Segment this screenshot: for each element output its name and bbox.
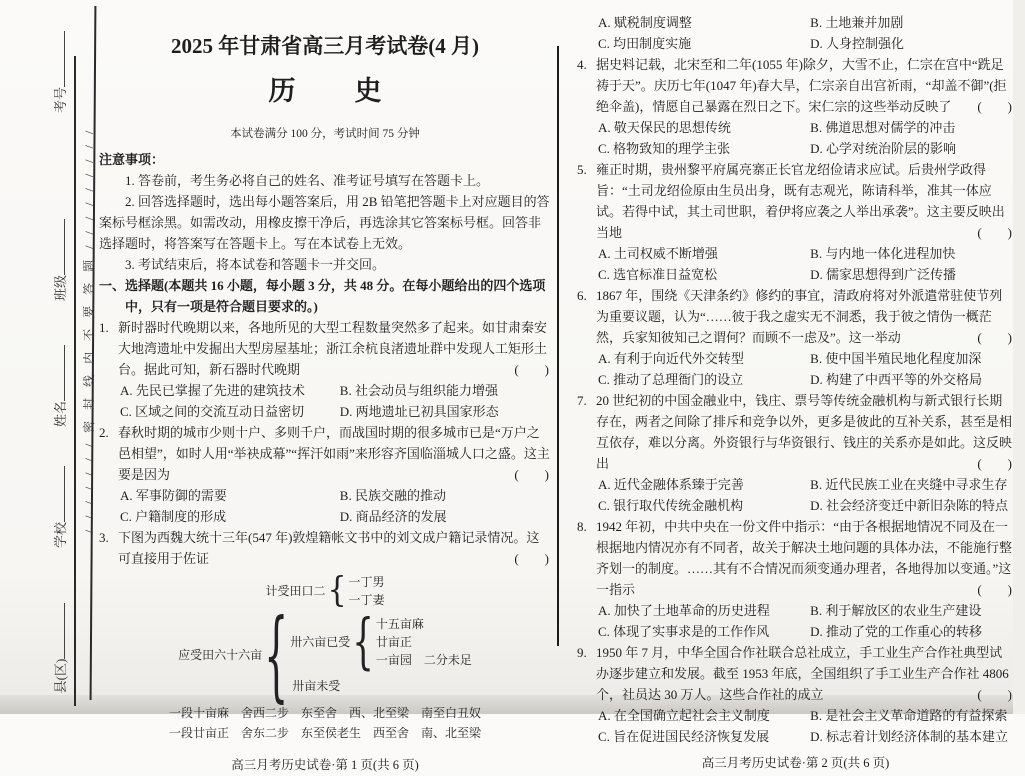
field-school-label: 学校	[53, 522, 68, 549]
question-7	[577, 390, 1014, 516]
option-2-C: C. 户籍制度的形成	[120, 509, 227, 524]
field-exam-number	[50, 0, 70, 147]
field-exam-number-line	[51, 31, 65, 87]
question-6-number: 6.	[577, 288, 587, 303]
question-7-number: 7.	[577, 393, 587, 408]
question-7-stem-text: 20 世纪初的中国金融业中，钱庄、票号等传统金融机构与新式银行长期存在，两者之间除了排斥和竞争以外，更多是彼此的互补关系，甚至是相互依存，难以分离。外资银行与华资银行、钱庄的关系亦是如此。这反映出	[596, 393, 1013, 471]
question-9-stem-text: 1950 年 7 月，中华全国合作社联合总社成立，手工业生产合作社典型试办逐步建立和发展。截至 1953 年底，全国组织了手工业生产合作社 4806 个，社员达 30 万人。这些合作社的成立	[596, 645, 1009, 702]
question-1-answer-bracket: ( )	[514, 362, 549, 377]
page-divider-line	[557, 46, 559, 646]
option-4-A: A. 敬天保民的思想传统	[598, 120, 731, 135]
question-6-stem	[596, 285, 1014, 348]
question-4-number: 4.	[577, 57, 587, 72]
question-1-stem-text: 新时器时代晚期以来，各地所见的大型工程数量突然多了起来。如甘肃秦安大地湾遗址中发掘出大型房屋基址；浙江余杭良渚遗址群中发现人工矩形土台。据此可知，新石器时代晚期	[118, 320, 548, 377]
option-4-C: C. 格物致知的理学主张	[598, 141, 731, 156]
question-5-number: 5.	[577, 162, 587, 177]
option-4-B: B. 佛道思想对儒学的冲击	[810, 120, 956, 135]
field-class-line	[51, 219, 65, 275]
option-7-A: A. 近代金融体系臻于完善	[598, 477, 744, 492]
option-8-A: A. 加快了土地革命的历史进程	[598, 603, 770, 618]
option-3-A: A. 赋税制度调整	[598, 15, 692, 30]
question-7-answer-bracket: ( )	[977, 456, 1012, 471]
option-6-D: D. 构建了中西平等的外交格局	[810, 372, 983, 387]
question-5-stem-text: 雍正时期，贵州黎平府属亮寨正长官龙绍俭请求应试。后贵州学政得旨：“土司龙绍俭原由生员出身，既有志观光，陈请科举，准其一体应试。若得中试，其土司世职，着伊将应袭之人举出承袭”。这主要反映出当地	[596, 162, 1005, 240]
question-3	[99, 527, 551, 569]
question-9-stem	[596, 642, 1014, 705]
diagram-received-label: 卅六亩已受	[290, 635, 351, 649]
page-title: 2025 年甘肃省高三月考试卷(4 月)	[171, 34, 479, 58]
question-8-answer-bracket: ( )	[977, 582, 1012, 597]
option-9-D: D. 标志着计划经济体制的基本建立	[810, 729, 1009, 744]
question-5-options	[596, 243, 1014, 285]
question-1	[99, 317, 551, 422]
question-6-options	[596, 348, 1014, 390]
diagram-land-label: 应受田六十六亩	[178, 648, 263, 662]
question-3-options-block	[577, 12, 1014, 54]
question-7-stem	[596, 390, 1014, 474]
notice-title: 注意事项：	[99, 152, 165, 167]
question-4-stem	[596, 54, 1014, 117]
page-2-footer: 高三月考历史试卷·第 2 页(共 6 页)	[701, 756, 890, 770]
option-7-D: D. 社会经济变迁中新旧杂陈的特点	[810, 498, 1009, 513]
question-3-stem-text: 下图为西魏大统十三年(547 年)敦煌籍帐文书中的刘文成户籍记录情况。这可直接用于佐证	[118, 530, 540, 566]
option-5-A: A. 土司权威不断增强	[598, 246, 718, 261]
question-6-answer-bracket: ( )	[977, 330, 1012, 345]
question-4	[577, 54, 1014, 159]
question-3-answer-bracket: ( )	[514, 551, 549, 566]
question-2-number: 2.	[99, 425, 109, 440]
option-1-B: B. 社会动员与组织能力增强	[339, 383, 498, 398]
field-county-line	[51, 603, 65, 659]
page-1-footer: 高三月考历史试卷·第 1 页(共 6 页)	[231, 758, 419, 772]
question-8-number: 8.	[577, 519, 587, 534]
question-4-options	[596, 117, 1014, 159]
field-name-line	[51, 345, 65, 401]
option-8-B: B. 利于解放区的农业生产建设	[810, 603, 982, 618]
field-county	[50, 573, 70, 723]
question-8-stem-text: 1942 年初，中共中央在一份文件中指示：“由于各根据地情况不同及在一根据地内情况亦有不同者，故关于解决土地问题的具体办法，不能施行整齐划一的制度。……其有不合情况而须变通办理者，各地得加以变通。”这一指示	[596, 519, 1013, 597]
question-6-stem-text: 1867 年，围绕《天津条约》修约的事宜，清政府将对外派遣常驻使节列为重要议题，认为“……彼于我之虚实无不洞悉，我于彼之情伪一概茫然，兵家知彼知己之谓何？而顾不一虑及”。这一举动	[596, 288, 1003, 345]
diagram-received-item-3: 一亩园 二分未足	[375, 653, 472, 667]
exam-info: 本试卷满分 100 分，考试时间 75 分钟	[230, 128, 420, 140]
option-7-B: B. 近代民族工业在夹缝中寻求生存	[810, 477, 1008, 492]
question-9-options	[596, 705, 1014, 747]
exam-page-1	[99, 22, 551, 776]
question-4-answer-bracket: ( )	[977, 99, 1012, 114]
diagram-person-1: 一丁男	[348, 575, 385, 589]
option-9-B: B. 是社会主义革命道路的有益探索	[810, 708, 1008, 723]
scan-edge-right	[1013, 0, 1025, 714]
diagram-unreceived-label: 卅亩未受	[292, 679, 341, 693]
notice-item-3: 3. 考试结束后，将本试卷和答题卡一并交回。	[125, 257, 386, 272]
question-5-stem	[596, 159, 1014, 243]
question-9	[577, 642, 1014, 747]
question-5	[577, 159, 1014, 285]
question-2-stem	[118, 422, 551, 485]
question-1-stem	[118, 317, 551, 380]
seal-border-line-inner	[74, 56, 76, 706]
question-8-options	[596, 600, 1014, 642]
question-5-answer-bracket: ( )	[977, 225, 1012, 240]
subject-title: 历 史	[268, 76, 398, 106]
option-2-B: B. 民族交融的推动	[339, 488, 446, 503]
question-2-options	[118, 485, 551, 527]
question-4-stem-text: 据史料记载，北宋至和二年(1055 年)除夕，大雪不止，仁宗在宫中“跣足祷于天”。庆历七年(1047 年)春大旱，仁宗亲自出宫祈雨，“却盖不御”(拒绝伞盖)，情愿自己暴露在烈日之下。宋仁宗的这些举动反映了	[596, 57, 1007, 114]
option-4-D: D. 心学对统治阶层的影响	[810, 141, 957, 156]
question-3-options	[596, 12, 1014, 54]
section-header: 一、选择题(本题共 16 小题，每小题 3 分，共 48 分。在每小题给出的四个选项中，只有一项是符合题目要求的。)	[99, 278, 546, 314]
diagram-received-item-1: 十五亩麻	[375, 617, 424, 631]
option-6-C: C. 推动了总理衙门的设立	[598, 372, 744, 387]
notice-item-1: 1. 答卷前，考生务必将自己的姓名、准考证号填写在答题卡上。	[125, 173, 490, 188]
field-exam-number-label: 考号	[53, 87, 68, 114]
diagram-received-item-2: 廿亩正	[375, 635, 412, 649]
brace-icon: {	[327, 570, 347, 611]
option-8-D: D. 推动了党的工作重心的转移	[810, 624, 983, 639]
option-9-C: C. 旨在促进国民经济恢复发展	[598, 729, 770, 744]
question-3-number: 3.	[99, 530, 109, 545]
exam-page-2	[577, 12, 1014, 774]
household-register-diagram	[99, 570, 551, 743]
option-7-C: C. 银行取代传统金融机构	[598, 498, 744, 513]
question-2	[99, 422, 551, 527]
question-9-number: 9.	[577, 645, 587, 660]
option-5-B: B. 与内地一体化进程加快	[810, 246, 956, 261]
option-5-C: C. 选官标准日益宽松	[598, 267, 718, 282]
question-1-number: 1.	[99, 320, 109, 335]
seal-line-text: / / / / / / / 密 封 线 内 不 要 答 题 / / / / / / / / /	[82, 126, 96, 534]
field-school	[50, 432, 70, 582]
option-1-A: A. 先民已掌握了先进的建筑技术	[120, 383, 305, 398]
option-5-D: D. 儒家思想得到广泛传播	[810, 267, 957, 282]
question-7-options	[596, 474, 1014, 516]
option-3-B: B. 土地兼并加剧	[810, 15, 904, 30]
question-2-answer-bracket: ( )	[514, 467, 549, 482]
option-9-A: A. 在全国确立起社会主义制度	[598, 708, 770, 723]
question-9-answer-bracket: ( )	[977, 687, 1012, 702]
option-2-D: D. 商品经济的发展	[339, 509, 447, 524]
option-3-D: D. 人身控制强化	[810, 36, 905, 51]
option-1-D: D. 两地遗址已初具国家形态	[339, 404, 499, 419]
field-county-label: 县(区)	[53, 658, 68, 694]
question-8-stem	[596, 516, 1014, 600]
option-6-A: A. 有利于向近代外交转型	[598, 351, 744, 366]
option-2-A: A. 军事防御的需要	[120, 488, 227, 503]
field-name-label: 姓名	[53, 401, 68, 428]
field-school-line	[51, 466, 65, 522]
question-6	[577, 285, 1014, 390]
diagram-row-received	[290, 607, 472, 677]
question-8	[577, 516, 1014, 642]
diagram-persons-label: 计受田口二	[265, 584, 326, 598]
option-6-B: B. 使中国半殖民地化程度加深	[810, 351, 982, 366]
brace-icon: {	[352, 607, 374, 677]
field-class-label: 班级	[53, 275, 68, 302]
option-1-C: C. 区域之间的交流互动日益密切	[120, 404, 305, 419]
diagram-person-2: 一丁妻	[348, 593, 385, 607]
question-1-options	[118, 380, 551, 422]
option-3-C: C. 均田制度实施	[598, 36, 692, 51]
option-8-C: C. 体现了实事求是的工作作风	[598, 624, 770, 639]
diagram-plot-note-1: 一段十亩麻 舍西二步 东至舍 西、北至梁 南至白丑奴	[168, 706, 481, 720]
question-3-stem	[118, 527, 551, 569]
diagram-plot-note-2: 一段廿亩正 舍东二步 东至侯老生 西至舍 南、北至梁	[168, 726, 481, 740]
brace-icon: {	[264, 597, 289, 713]
notice-item-2: 2. 回答选择题时，选出每小题答案后，用 2B 铅笔把答题卡上对应题目的答案标号框涂黑。如需改动，用橡皮擦干净后，再选涂其它答案标号框。回答非选择题时，将答案写在答题卡上。写在本试卷上无效。	[99, 194, 550, 251]
question-2-stem-text: 春秋时期的城市少则十户、多则千户，而战国时期的很多城市已是“万户之邑相望”，如时人用“举袂成幕”“挥汗如雨”来形容齐国临淄城人口之盛。这主要是因为	[118, 425, 550, 482]
